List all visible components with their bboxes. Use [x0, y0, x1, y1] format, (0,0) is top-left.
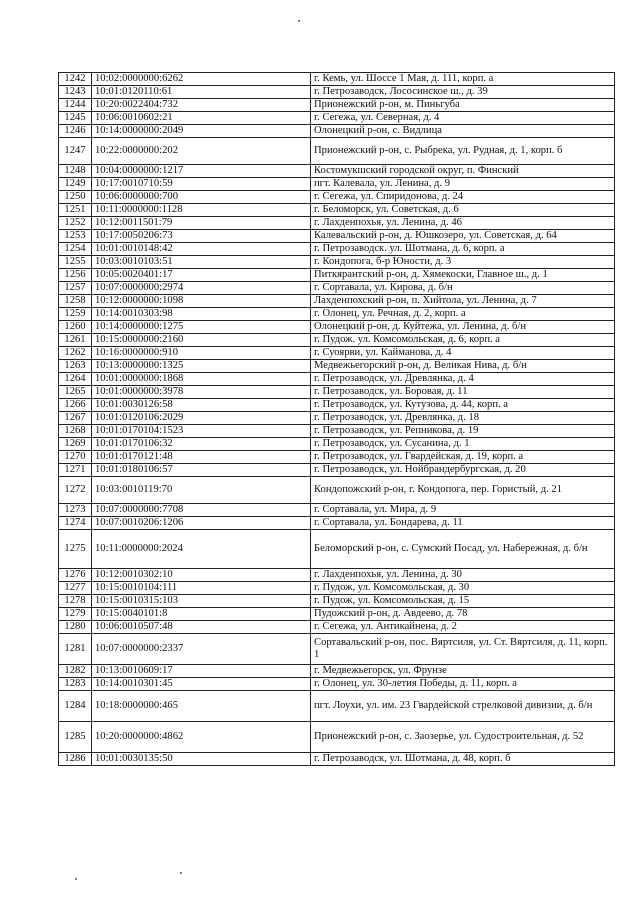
- table-row: [59, 125, 615, 138]
- row-number-cell: 1285: [59, 722, 92, 753]
- row-number-cell: 1248: [59, 165, 92, 178]
- cadastral-number-cell: 10:07:0010206:1206: [92, 517, 311, 530]
- table-row: [59, 204, 615, 217]
- cadastral-number-cell: 10:01:0170104:1523: [92, 425, 311, 438]
- address-cell: г. Петрозаводск, ул. Кутузова, д. 44, корп. а: [311, 399, 615, 412]
- table-row: [59, 386, 615, 399]
- register-table-body: [59, 73, 615, 766]
- cadastral-number-cell: 10:14:0000000:1275: [92, 321, 311, 334]
- row-number-cell: 1280: [59, 621, 92, 634]
- table-row: [59, 464, 615, 477]
- table-row: [59, 282, 615, 295]
- table-row: [59, 243, 615, 256]
- address-cell: г. Сегежа, ул. Антикайнена, д. 2: [311, 621, 615, 634]
- row-number-cell: 1270: [59, 451, 92, 464]
- address-cell: Медвежьегорский р-он, д. Великая Нива, д. б/н: [311, 360, 615, 373]
- address-cell: г. Олонец, ул. Речная, д. 2, корп. а: [311, 308, 615, 321]
- address-cell: г. Пудож, ул. Комсомольская, д. 30: [311, 582, 615, 595]
- row-number-cell: 1255: [59, 256, 92, 269]
- cadastral-number-cell: 10:14:0000000:2049: [92, 125, 311, 138]
- table-row: [59, 608, 615, 621]
- address-cell: г. Сортавала, ул. Бондарева, д. 11: [311, 517, 615, 530]
- scan-speck: [180, 872, 182, 874]
- row-number-cell: 1264: [59, 373, 92, 386]
- row-number-cell: 1278: [59, 595, 92, 608]
- cadastral-number-cell: 10:07:0000000:7708: [92, 504, 311, 517]
- row-number-cell: 1245: [59, 112, 92, 125]
- cadastral-number-cell: 10:01:0170106:32: [92, 438, 311, 451]
- table-row: [59, 621, 615, 634]
- address-cell: Прионежский р-он, с. Рыбрека, ул. Рудная, д. 1, корп. б: [311, 138, 615, 165]
- cadastral-number-cell: 10:06:0010602:21: [92, 112, 311, 125]
- row-number-cell: 1252: [59, 217, 92, 230]
- cadastral-number-cell: 10:12:0010302:10: [92, 569, 311, 582]
- table-row: [59, 412, 615, 425]
- cadastral-number-cell: 10:11:0000000:1128: [92, 204, 311, 217]
- cadastral-number-cell: 10:01:0030135:50: [92, 753, 311, 766]
- address-cell: г. Беломорск, ул. Советская, д. 6: [311, 204, 615, 217]
- address-cell: г. Суоярви, ул. Кайманова, д. 4: [311, 347, 615, 360]
- cadastral-number-cell: 10:20:0022404:732: [92, 99, 311, 112]
- address-cell: г. Олонец, ул. 30-летия Победы, д. 11, корп. а: [311, 678, 615, 691]
- table-row: [59, 178, 615, 191]
- table-row: [59, 425, 615, 438]
- table-row: [59, 73, 615, 86]
- table-row: [59, 138, 615, 165]
- address-cell: г. Петрозаводск, ул. Гвардейская, д. 19, корп. а: [311, 451, 615, 464]
- cadastral-number-cell: 10:15:0010315:103: [92, 595, 311, 608]
- address-cell: г. Сегежа, ул. Северная, д. 4: [311, 112, 615, 125]
- table-row: [59, 373, 615, 386]
- address-cell: г. Кондопога, б-р Юности, д. 3: [311, 256, 615, 269]
- cadastral-number-cell: 10:04:0000000:1217: [92, 165, 311, 178]
- table-row: [59, 86, 615, 99]
- address-cell: г. Лахденпохья, ул. Ленина, д. 46: [311, 217, 615, 230]
- table-row: [59, 678, 615, 691]
- row-number-cell: 1286: [59, 753, 92, 766]
- address-cell: г. Петрозаводск, ул. Репникова, д. 19: [311, 425, 615, 438]
- row-number-cell: 1261: [59, 334, 92, 347]
- row-number-cell: 1243: [59, 86, 92, 99]
- row-number-cell: 1284: [59, 691, 92, 722]
- row-number-cell: 1283: [59, 678, 92, 691]
- address-cell: г. Сегежа, ул. Спиридонова, д. 24: [311, 191, 615, 204]
- row-number-cell: 1247: [59, 138, 92, 165]
- row-number-cell: 1251: [59, 204, 92, 217]
- cadastral-number-cell: 10:12:0011501:79: [92, 217, 311, 230]
- row-number-cell: 1267: [59, 412, 92, 425]
- address-cell: г. Петрозаводск, ул. Шотмана, д. 48, корп. б: [311, 753, 615, 766]
- row-number-cell: 1262: [59, 347, 92, 360]
- row-number-cell: 1257: [59, 282, 92, 295]
- address-cell: г. Петрозаводск, ул. Древлянка, д. 18: [311, 412, 615, 425]
- address-cell: Прионежский р-он, с. Заозерье, ул. Судостроительная, д. 52: [311, 722, 615, 753]
- row-number-cell: 1249: [59, 178, 92, 191]
- row-number-cell: 1260: [59, 321, 92, 334]
- address-cell: г. Петрозаводск. ул. Шотмана, д. 6, корп. а: [311, 243, 615, 256]
- address-cell: г. Петрозаводск, ул. Сусанина, д. 1: [311, 438, 615, 451]
- cadastral-number-cell: 10:17:0010710:59: [92, 178, 311, 191]
- table-row: [59, 295, 615, 308]
- table-row: [59, 269, 615, 282]
- table-row: [59, 477, 615, 504]
- row-number-cell: 1277: [59, 582, 92, 595]
- table-row: [59, 347, 615, 360]
- scan-speck: [298, 20, 300, 22]
- table-row: [59, 753, 615, 766]
- table-row: [59, 504, 615, 517]
- table-row: [59, 517, 615, 530]
- row-number-cell: 1276: [59, 569, 92, 582]
- row-number-cell: 1266: [59, 399, 92, 412]
- cadastral-number-cell: 10:03:0010103:51: [92, 256, 311, 269]
- property-register-table: [58, 72, 615, 766]
- cadastral-number-cell: 10:01:0000000:1868: [92, 373, 311, 386]
- cadastral-number-cell: 10:01:0120106:2029: [92, 412, 311, 425]
- cadastral-number-cell: 10:01:0170121:48: [92, 451, 311, 464]
- cadastral-number-cell: 10:16:0000000:910: [92, 347, 311, 360]
- cadastral-number-cell: 10:01:0010148:42: [92, 243, 311, 256]
- cadastral-number-cell: 10:01:0000000:3978: [92, 386, 311, 399]
- row-number-cell: 1275: [59, 530, 92, 569]
- row-number-cell: 1269: [59, 438, 92, 451]
- address-cell: пгт. Лоухи, ул. им. 23 Гвардейской стрелковой дивизии, д. б/н: [311, 691, 615, 722]
- table-row: [59, 582, 615, 595]
- table-row: [59, 569, 615, 582]
- row-number-cell: 1244: [59, 99, 92, 112]
- row-number-cell: 1265: [59, 386, 92, 399]
- cadastral-number-cell: 10:17:0050206:73: [92, 230, 311, 243]
- cadastral-number-cell: 10:20:0000000:4862: [92, 722, 311, 753]
- row-number-cell: 1281: [59, 634, 92, 665]
- table-row: [59, 438, 615, 451]
- table-row: [59, 360, 615, 373]
- address-cell: Лахденпохский р-он, п. Хийтола, ул. Ленина, д. 7: [311, 295, 615, 308]
- address-cell: г. Пудож. ул. Комсомольская, д. 6, корп. а: [311, 334, 615, 347]
- row-number-cell: 1258: [59, 295, 92, 308]
- row-number-cell: 1274: [59, 517, 92, 530]
- address-cell: г. Петрозаводск, ул. Древлянка, д. 4: [311, 373, 615, 386]
- row-number-cell: 1272: [59, 477, 92, 504]
- cadastral-number-cell: 10:01:0120110:61: [92, 86, 311, 99]
- address-cell: Питкярантский р-он, д. Хямекоски, Главное ш., д. 1: [311, 269, 615, 282]
- row-number-cell: 1254: [59, 243, 92, 256]
- table-row: [59, 334, 615, 347]
- table-row: [59, 321, 615, 334]
- cadastral-number-cell: 10:05:0020401:17: [92, 269, 311, 282]
- address-cell: г. Сортавала, ул. Кирова, д. б/н: [311, 282, 615, 295]
- table-row: [59, 230, 615, 243]
- table-row: [59, 165, 615, 178]
- address-cell: Олонецкий р-он, с. Видлица: [311, 125, 615, 138]
- table-row: [59, 530, 615, 569]
- row-number-cell: 1279: [59, 608, 92, 621]
- row-number-cell: 1246: [59, 125, 92, 138]
- table-row: [59, 256, 615, 269]
- scan-speck: [75, 878, 77, 880]
- address-cell: Прионежский р-он, м. Пиньгуба: [311, 99, 615, 112]
- address-cell: пгт. Калевала, ул. Ленина, д. 9: [311, 178, 615, 191]
- table-row: [59, 634, 615, 665]
- address-cell: г. Пудож, ул. Комсомольская, д. 15: [311, 595, 615, 608]
- table-row: [59, 665, 615, 678]
- cadastral-number-cell: 10:18:0000000:465: [92, 691, 311, 722]
- address-cell: Беломорский р-он, с. Сумский Посад, ул. Набережная, д. б/н: [311, 530, 615, 569]
- table-row: [59, 722, 615, 753]
- table-row: [59, 191, 615, 204]
- cadastral-number-cell: 10:07:0000000:2974: [92, 282, 311, 295]
- cadastral-number-cell: 10:13:0010609:17: [92, 665, 311, 678]
- address-cell: г. Петрозаводск, ул. Боровая, д. 11: [311, 386, 615, 399]
- address-cell: г. Лахденпохья, ул. Ленина, д. 30: [311, 569, 615, 582]
- cadastral-number-cell: 10:22:0000000:202: [92, 138, 311, 165]
- cadastral-number-cell: 10:15:0000000:2160: [92, 334, 311, 347]
- table-row: [59, 217, 615, 230]
- row-number-cell: 1268: [59, 425, 92, 438]
- table-row: [59, 112, 615, 125]
- address-cell: Калевальский р-он, д. Юшкозеро, ул. Советская, д. 64: [311, 230, 615, 243]
- row-number-cell: 1271: [59, 464, 92, 477]
- address-cell: Костомукшский городской округ, п. Финский: [311, 165, 615, 178]
- cadastral-number-cell: 10:02:0000000:6262: [92, 73, 311, 86]
- address-cell: г. Медвежьегорск, ул. Фрунзе: [311, 665, 615, 678]
- table-row: [59, 451, 615, 464]
- cadastral-number-cell: 10:15:0010104:111: [92, 582, 311, 595]
- cadastral-number-cell: 10:13:0000000:1325: [92, 360, 311, 373]
- cadastral-number-cell: 10:15:0040101:8: [92, 608, 311, 621]
- row-number-cell: 1273: [59, 504, 92, 517]
- cadastral-number-cell: 10:01:0030126:58: [92, 399, 311, 412]
- address-cell: Олонецкий р-он, д. Куйтежа, ул. Ленина, д. б/н: [311, 321, 615, 334]
- cadastral-number-cell: 10:14:0010301:45: [92, 678, 311, 691]
- address-cell: г. Сортавала, ул. Мира, д. 9: [311, 504, 615, 517]
- table-row: [59, 99, 615, 112]
- row-number-cell: 1242: [59, 73, 92, 86]
- table-row: [59, 308, 615, 321]
- address-cell: г. Кемь, ул. Шоссе 1 Мая, д. 111, корп. а: [311, 73, 615, 86]
- cadastral-number-cell: 10:06:0010507:48: [92, 621, 311, 634]
- row-number-cell: 1253: [59, 230, 92, 243]
- address-cell: Кондопожский р-он, г. Кондопога, пер. Гористый, д. 21: [311, 477, 615, 504]
- cadastral-number-cell: 10:14:0010303:98: [92, 308, 311, 321]
- cadastral-number-cell: 10:03:0010119:70: [92, 477, 311, 504]
- cadastral-number-cell: 10:11:0000000:2024: [92, 530, 311, 569]
- cadastral-number-cell: 10:01:0180106:57: [92, 464, 311, 477]
- cadastral-number-cell: 10:06:0000000:700: [92, 191, 311, 204]
- address-cell: г. Петрозаводск, ул. Нойбрандербургская, д. 20: [311, 464, 615, 477]
- table-row: [59, 691, 615, 722]
- table-row: [59, 399, 615, 412]
- row-number-cell: 1256: [59, 269, 92, 282]
- row-number-cell: 1263: [59, 360, 92, 373]
- table-row: [59, 595, 615, 608]
- cadastral-number-cell: 10:07:0000000:2337: [92, 634, 311, 665]
- row-number-cell: 1282: [59, 665, 92, 678]
- address-cell: Сортавальский р-он, пос. Вяртсиля, ул. Ст. Вяртсиля, д. 11, корп. 1: [311, 634, 615, 665]
- row-number-cell: 1259: [59, 308, 92, 321]
- cadastral-number-cell: 10:12:0000000:1098: [92, 295, 311, 308]
- row-number-cell: 1250: [59, 191, 92, 204]
- address-cell: г. Петрозаводск, Лососинское ш., д. 39: [311, 86, 615, 99]
- address-cell: Пудожский р-он, д. Авдеево, д. 78: [311, 608, 615, 621]
